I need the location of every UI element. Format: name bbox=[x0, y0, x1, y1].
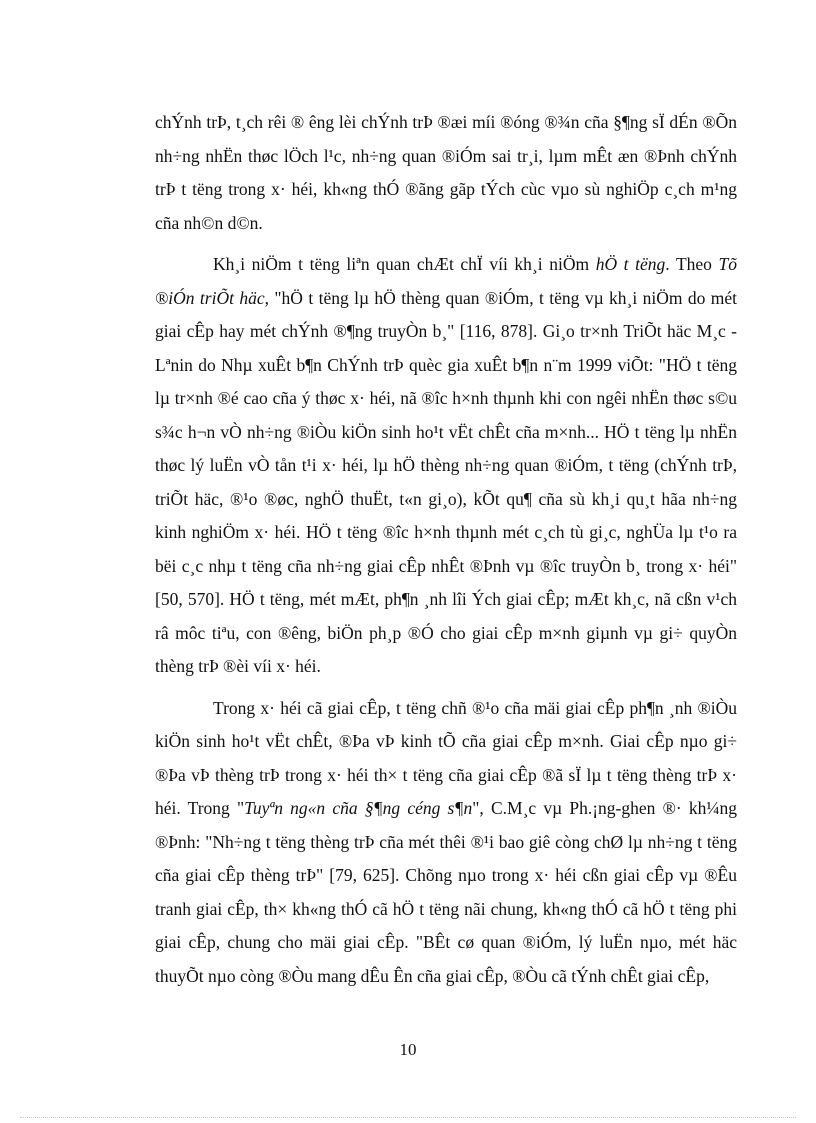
paragraph-class-society bbox=[155, 692, 737, 994]
page-number: 10 bbox=[399, 1040, 417, 1059]
italic-term: hÖ t tëng bbox=[595, 254, 666, 274]
paragraph-text: Trong x· héi cã giai cÊp, t tëng chñ ®¹o cña mäi giai cÊp ph¶n ¸nh ®iÒu kiÖn sinh ho¹t vËt chÊt, ®Þa vÞ kinh tÕ cña giai cÊp m×nh. Giai cÊp nµo gi÷ ®Þa vÞ thèng trÞ trong x· héi th× t tëng cña giai cÊp ®ã sÏ lµ t tëng thèng trÞ x· héi. Trong " bbox=[155, 697, 737, 818]
page-bottom-divider bbox=[20, 1117, 796, 1118]
page-body bbox=[155, 106, 737, 1001]
paragraph-continuation: chÝnh trÞ, t¸ch rêi ® êng lèi chÝnh trÞ ®æi míi ®óng ®¾n cña §¶ng sÏ dÉn ®Õn nh÷ng nhËn thøc lÖch l¹c, nh÷ng quan ®iÓm sai tr¸i, lµm mÊt æn ®Þnh chÝnh trÞ t tëng trong x· héi, kh«ng thÓ ®ãng gãp tÝch cùc vµo sù nghiÖp c¸ch m¹ng cña nh©n d©n. bbox=[155, 112, 737, 233]
paragraph-text: Kh¸i niÖm t tëng liªn quan chÆt chÏ víi kh¸i niÖm bbox=[213, 254, 596, 274]
paragraph-ideology-definition bbox=[155, 248, 737, 684]
paragraph-text: ", C.M¸c vµ Ph.¡ng-ghen ®· kh¼ng ®Þnh: "Nh÷ng t tëng thèng trÞ cña mét thêi ®¹i bao giê còng chØ lµ nh÷ng t tëng cña giai cÊp thèng trÞ" [79, 625]. Chõng nµo trong x· héi cßn giai cÊp vµ ®Êu tranh giai cÊp, th× kh«ng thÓ cã hÖ t tëng nãi chung, kh«ng thÓ cã hÖ t tëng phi giai cÊp, chung cho mäi giai cÊp. "BÊt cø quan ®iÓm, lý luËn nµo, mét häc thuyÕt nµo còng ®Òu mang dÊu Ên cña giai cÊp, ®Òu cã tÝnh chÊt giai cÊp, bbox=[155, 798, 737, 986]
italic-book-title: Tõ ®iÓn triÕt häc bbox=[155, 254, 737, 308]
paragraph-text: , "hÖ t tëng lµ hÖ thèng quan ®iÓm, t tëng vµ kh¸i niÖm do mét giai cÊp hay mét chÝnh ®¶ng truyÒn b¸" [116, 878]. Gi¸o tr×nh TriÕt häc M¸c - Lªnin do Nhµ xuÊt b¶n ChÝnh trÞ quèc gia xuÊt b¶n n¨m 1999 viÕt: "HÖ t tëng lµ tr×nh ®é cao cña ý thøc x· héi, nã ®îc h×nh thµnh khi con ngêi nhËn thøc s©u s¾c h¬n vÒ nh÷ng ®iÒu kiÖn sinh ho¹t vËt chÊt cña m×nh... HÖ t tëng lµ nhËn thøc lý luËn vÒ tån t¹i x· héi, lµ hÖ thèng nh÷ng quan ®iÓm, t tëng (chÝnh trÞ, triÕt häc, ®¹o ®øc, nghÖ thuËt, t«n gi¸o), kÕt qu¶ cña sù kh¸i qu¸t hãa nh÷ng kinh nghiÖm x· héi. HÖ t tëng ®îc h×nh thµnh mét c¸ch tù gi¸c, nghÜa lµ t¹o ra bëi c¸c nhµ t tëng cña nh÷ng giai cÊp nhÊt ®Þnh vµ ®îc truyÒn b¸ trong x· héi" [50, 570]. HÖ t tëng, mét mÆt, ph¶n ¸nh lîi Ých giai cÊp; mÆt kh¸c, nã cßn v¹ch râ môc tiªu, con ®êng, biÖn ph¸p ®Ó cho giai cÊp m×nh giµnh vµ gi÷ quyÒn thèng trÞ ®èi víi x· héi. bbox=[155, 287, 738, 676]
italic-book-title: Tuyªn ng«n cña §¶ng céng s¶n bbox=[244, 798, 473, 818]
paragraph-text: . Theo bbox=[665, 254, 719, 274]
